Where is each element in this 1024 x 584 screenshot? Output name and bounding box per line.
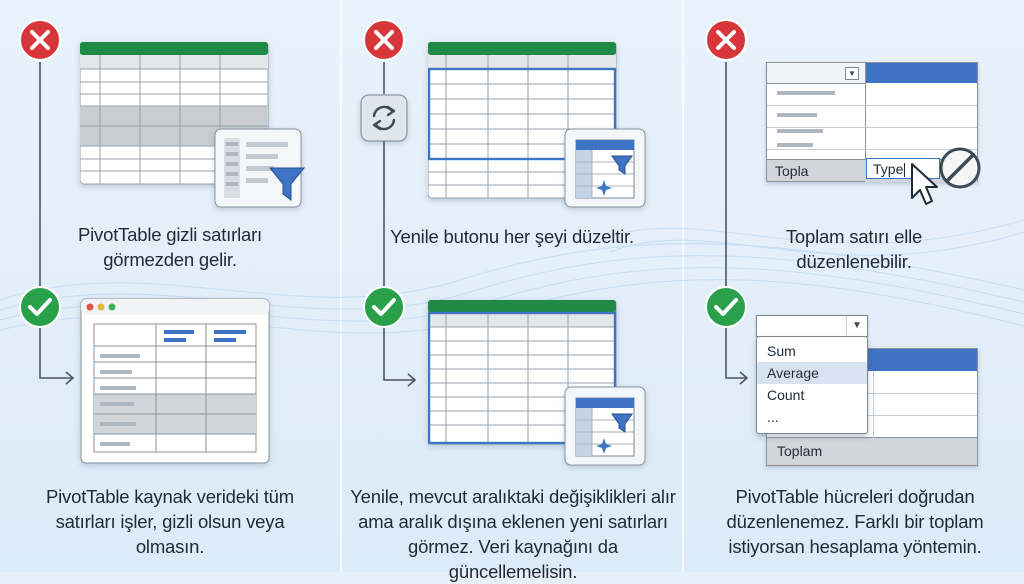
- close-icon: [363, 19, 405, 61]
- menu-item-average[interactable]: Average: [757, 362, 868, 384]
- chevron-down-icon[interactable]: ▼: [845, 67, 859, 80]
- wrong-caption: Yenile butonu her şeyi düzeltir.: [390, 226, 634, 247]
- right-caption: Yenile, mevcut aralıktaki değişiklikleri alır ama aralık dışına eklenen yeni satırları görmez. Veri kaynağını da güncellemelisin.: [350, 486, 676, 582]
- pivot-field-card: [564, 386, 648, 470]
- wrong-caption: Toplam satırı elle düzenlenebilir.: [785, 226, 923, 272]
- mouse-cursor-icon: [912, 164, 937, 204]
- right-caption: PivotTable kaynak verideki tüm satırları işler, gizli olsun veya olmasın.: [46, 486, 294, 557]
- window-maximize-dot: [109, 304, 116, 311]
- values-header: [865, 63, 977, 83]
- window-close-dot: [87, 304, 94, 311]
- panel-divider: [340, 0, 342, 572]
- menu-item-count[interactable]: Count: [767, 387, 805, 403]
- close-icon: [705, 19, 747, 61]
- total-label: Toplam: [777, 443, 823, 459]
- total-cell-input[interactable]: Type: [866, 158, 940, 179]
- check-icon: [19, 286, 61, 328]
- window-minimize-dot: [98, 304, 105, 311]
- no-entry-icon: [941, 149, 979, 187]
- edit-blocked-indicator: [904, 140, 986, 212]
- refresh-button[interactable]: [360, 94, 408, 142]
- pivot-window: [80, 298, 272, 466]
- wrong-badge: [19, 19, 61, 61]
- right-badge: [705, 286, 747, 328]
- check-icon: [363, 286, 405, 328]
- wrong-badge: [705, 19, 747, 61]
- check-icon: [705, 286, 747, 328]
- menu-item-sum[interactable]: Sum: [767, 343, 796, 359]
- pivot-field-card: [564, 128, 648, 212]
- menu-item-more[interactable]: ...: [767, 409, 779, 425]
- close-icon: [19, 19, 61, 61]
- wrong-badge: [363, 19, 405, 61]
- summarize-by-select[interactable]: [756, 315, 868, 337]
- chevron-down-icon[interactable]: ▼: [846, 316, 867, 336]
- right-caption: PivotTable hücreleri doğrudan düzenlenemez. Farklı bir toplam istiyorsan hesaplama yöntemin.: [726, 486, 984, 557]
- row-labels-header: [767, 63, 865, 84]
- pivot-field-card: [214, 128, 308, 212]
- panel-divider: [682, 0, 684, 572]
- wrong-caption: PivotTable gizli satırları görmezden gelir.: [78, 224, 262, 270]
- total-label: Topla: [767, 159, 865, 181]
- right-badge: [19, 286, 61, 328]
- right-badge: [363, 286, 405, 328]
- summarize-by-menu: [756, 336, 868, 434]
